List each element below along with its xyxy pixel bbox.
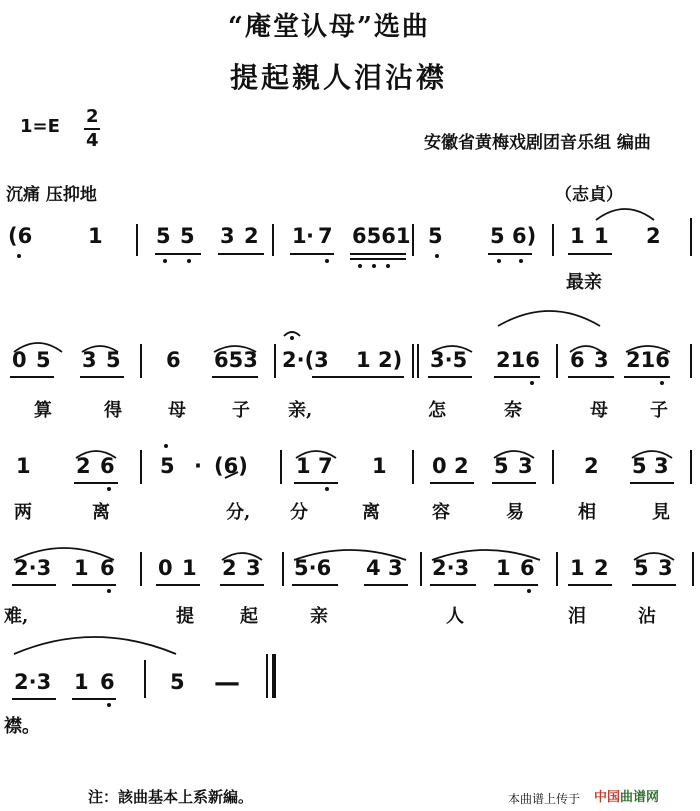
note: 6 (166, 348, 181, 372)
note: 3 (518, 454, 533, 478)
note: 2 (594, 556, 609, 580)
slur (296, 451, 336, 458)
slur (494, 451, 534, 458)
slur (570, 346, 602, 352)
meter-bottom: 4 (86, 130, 99, 151)
note: 6) (512, 224, 537, 248)
lyric: 易 (506, 502, 524, 523)
slur (14, 343, 62, 352)
site-logo (594, 786, 659, 805)
note: (6 (8, 224, 33, 248)
note: 5 (106, 348, 121, 372)
lyric: 容 (432, 502, 450, 523)
note: 5 (632, 454, 647, 478)
note: 2·(3 (282, 348, 329, 372)
note: 1 (570, 224, 585, 248)
slur (432, 550, 540, 560)
note: 1 (372, 454, 387, 478)
lyric: 奈 (504, 400, 522, 421)
lyric: 相 (578, 502, 596, 523)
note: 6 (100, 556, 115, 580)
role-label: （志貞） (555, 185, 623, 205)
slur (214, 346, 256, 352)
note: — (214, 668, 240, 698)
note: 6 (100, 454, 115, 478)
note: 5 (170, 670, 185, 694)
note: 216 (496, 348, 540, 372)
lyric: 母 (168, 400, 186, 421)
note: 3 (594, 348, 609, 372)
note: 2) (378, 348, 403, 372)
site-logo-red: 中国 (594, 790, 621, 805)
lyric: 沾 (638, 606, 656, 627)
lyric: 两 (14, 502, 32, 523)
note: (6) (214, 454, 248, 478)
lyric: 最亲 (566, 272, 602, 293)
lyric: 泪 (568, 606, 586, 627)
lyric: 亲, (288, 400, 313, 421)
note: 1 (292, 224, 307, 248)
note: 6 (520, 556, 535, 580)
slur (632, 451, 672, 458)
lyric: 怎 (428, 400, 446, 421)
note: 3·5 (430, 348, 468, 372)
note: 3 (658, 556, 673, 580)
lyric: 子 (650, 400, 668, 421)
lyric: 起 (240, 606, 258, 627)
note: 6 (100, 670, 115, 694)
meter-top: 2 (86, 106, 99, 127)
note: 5·6 (294, 556, 332, 580)
note: 216 (626, 348, 670, 372)
note: 6 (570, 348, 585, 372)
note: 5 (428, 224, 443, 248)
lyric: 提 (176, 606, 194, 627)
note: 7 (318, 224, 333, 248)
note: · (194, 454, 202, 478)
lyric: 見 (652, 502, 670, 523)
lyric: 算 (34, 400, 52, 421)
lyric: 亲 (310, 606, 328, 627)
key-signature: 1=E (20, 116, 60, 137)
note: 1 (356, 348, 371, 372)
note: 7 (318, 454, 333, 478)
note: 6561 (352, 224, 411, 248)
source-text: 本曲谱上传于 (508, 792, 581, 806)
note: 1 (74, 670, 89, 694)
lyric: 离 (92, 502, 110, 523)
note: 2·3 (14, 670, 52, 694)
note: · (306, 224, 314, 248)
note: 1 (74, 556, 89, 580)
lyric: 难, (4, 606, 29, 627)
note: 2 (454, 454, 469, 478)
note: 1 (16, 454, 31, 478)
slur (14, 548, 114, 560)
note: 3 (388, 556, 403, 580)
note: 0 (432, 454, 447, 478)
note: 5 (494, 454, 509, 478)
footnote: 注：該曲基本上系新編。 (88, 788, 254, 806)
tick-mark (225, 472, 238, 478)
note: 1 (296, 454, 311, 478)
slur (76, 451, 116, 458)
fermata-arc (284, 332, 300, 336)
lyric: 分 (290, 502, 308, 523)
lyric: 母 (590, 400, 608, 421)
note: 4 (366, 556, 381, 580)
note: 5 (156, 224, 171, 248)
note: 3 (82, 348, 97, 372)
note: 653 (214, 348, 258, 372)
note: 0 (12, 348, 27, 372)
slur (82, 346, 118, 352)
lyric: 襟。 (4, 716, 40, 737)
note: 5 (36, 348, 51, 372)
slur (596, 209, 654, 220)
score-title: “庵堂认母”选曲 (228, 12, 430, 42)
lyric: 得 (104, 400, 122, 421)
note: 1 (570, 556, 585, 580)
lyric: 人 (446, 606, 464, 627)
slur (634, 553, 674, 560)
note: 2 (222, 556, 237, 580)
note: 3 (654, 454, 669, 478)
note: 0 (158, 556, 173, 580)
note: 2 (244, 224, 259, 248)
note: 2 (76, 454, 91, 478)
slur (432, 346, 472, 352)
note: 5 (634, 556, 649, 580)
slur (294, 550, 406, 560)
slur (222, 553, 262, 560)
note: 3 (220, 224, 235, 248)
note: 5 (490, 224, 505, 248)
note: 1 (88, 224, 103, 248)
arranger-credit: 安徽省黄梅戏剧团音乐组 编曲 (424, 133, 651, 153)
note: 2·3 (14, 556, 52, 580)
note: 1 (594, 224, 609, 248)
slur (626, 346, 670, 352)
note: 2 (584, 454, 599, 478)
lyric: 子 (232, 400, 250, 421)
slur (14, 637, 176, 654)
tempo-marking: 沉痛 压抑地 (6, 185, 97, 205)
lyric: 离 (362, 502, 380, 523)
note: 1 (496, 556, 511, 580)
note: 3 (246, 556, 261, 580)
note: 2·3 (432, 556, 470, 580)
site-logo-green: 曲谱网 (620, 790, 660, 805)
note: 5 (160, 454, 175, 478)
note: 1 (182, 556, 197, 580)
score-subtitle: 提起親人泪沾襟 (230, 61, 448, 94)
lyric: 分, (226, 502, 251, 523)
slur (498, 311, 600, 326)
note: 5 (180, 224, 195, 248)
note: 2 (646, 224, 661, 248)
